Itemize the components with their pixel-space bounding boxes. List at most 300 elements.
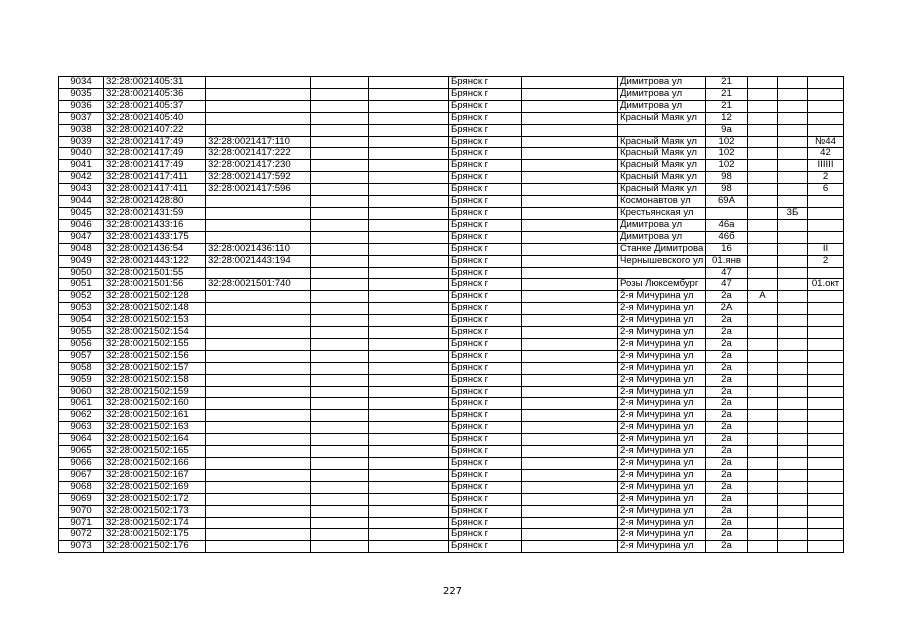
cell-blank-col-7	[522, 267, 618, 279]
cell-blank-col-5	[369, 315, 449, 327]
cell-building-letter	[748, 386, 778, 398]
cell-structure	[778, 327, 808, 339]
table-row	[59, 434, 844, 446]
cell-apartment	[808, 386, 844, 398]
cell-structure	[778, 243, 808, 255]
table-row	[59, 160, 844, 172]
cell-cadastral-number: 32:28:0021502:161	[104, 410, 206, 422]
cell-blank-col-5	[369, 100, 449, 112]
cell-structure	[778, 458, 808, 470]
cell-structure	[778, 231, 808, 243]
cell-city: Брянск г	[449, 517, 522, 529]
cell-blank-col-4	[311, 529, 369, 541]
cell-blank-col-4	[311, 148, 369, 160]
cell-blank-col-7	[522, 434, 618, 446]
cell-building-letter	[748, 112, 778, 124]
cell-street: 2-я Мичурина ул	[618, 350, 706, 362]
cell-apartment: IIIIII	[808, 160, 844, 172]
cell-house-number: 2а	[706, 505, 748, 517]
cell-blank-col-4	[311, 338, 369, 350]
cell-house-number: 2а	[706, 374, 748, 386]
cell-house-number: 2а	[706, 541, 748, 553]
cell-cadastral-number: 32:28:0021502:160	[104, 398, 206, 410]
cell-blank-col-7	[522, 148, 618, 160]
cell-row-number: 9069	[59, 493, 104, 505]
cell-sub-cadastral-number: 32:28:0021417:596	[206, 184, 311, 196]
cell-apartment	[808, 422, 844, 434]
cell-building-letter	[748, 398, 778, 410]
cell-blank-col-5	[369, 303, 449, 315]
cell-blank-col-7	[522, 196, 618, 208]
cell-city: Брянск г	[449, 255, 522, 267]
cell-blank-col-5	[369, 279, 449, 291]
cell-city: Брянск г	[449, 243, 522, 255]
cell-building-letter	[748, 481, 778, 493]
cell-street: 2-я Мичурина ул	[618, 327, 706, 339]
cell-blank-col-7	[522, 529, 618, 541]
table-row	[59, 267, 844, 279]
cell-blank-col-5	[369, 160, 449, 172]
cell-apartment: №44	[808, 136, 844, 148]
cell-blank-col-4	[311, 219, 369, 231]
cell-blank-col-4	[311, 291, 369, 303]
cell-street: 2-я Мичурина ул	[618, 315, 706, 327]
cell-sub-cadastral-number	[206, 100, 311, 112]
cell-cadastral-number: 32:28:0021502:153	[104, 315, 206, 327]
table-row	[59, 481, 844, 493]
cell-house-number: 2а	[706, 422, 748, 434]
table-row	[59, 517, 844, 529]
cell-blank-col-5	[369, 362, 449, 374]
cell-apartment	[808, 100, 844, 112]
cell-sub-cadastral-number	[206, 196, 311, 208]
cell-city: Брянск г	[449, 398, 522, 410]
cell-blank-col-4	[311, 386, 369, 398]
cell-house-number: 47	[706, 279, 748, 291]
cell-house-number: 16	[706, 243, 748, 255]
cell-cadastral-number: 32:28:0021502:158	[104, 374, 206, 386]
cell-street: 2-я Мичурина ул	[618, 362, 706, 374]
cell-blank-col-7	[522, 100, 618, 112]
cell-structure	[778, 303, 808, 315]
cell-blank-col-5	[369, 493, 449, 505]
cell-blank-col-5	[369, 422, 449, 434]
cell-blank-col-4	[311, 398, 369, 410]
cell-cadastral-number: 32:28:0021433:16	[104, 219, 206, 231]
cell-blank-col-5	[369, 219, 449, 231]
cell-blank-col-4	[311, 410, 369, 422]
cell-row-number: 9065	[59, 446, 104, 458]
cell-cadastral-number: 32:28:0021502:167	[104, 469, 206, 481]
cell-apartment	[808, 541, 844, 553]
cell-blank-col-7	[522, 458, 618, 470]
cell-apartment	[808, 315, 844, 327]
cell-city: Брянск г	[449, 505, 522, 517]
cell-street: 2-я Мичурина ул	[618, 398, 706, 410]
cell-blank-col-4	[311, 255, 369, 267]
cell-structure	[778, 219, 808, 231]
cell-street: 2-я Мичурина ул	[618, 291, 706, 303]
cell-row-number: 9048	[59, 243, 104, 255]
cell-apartment: 42	[808, 148, 844, 160]
cell-building-letter	[748, 172, 778, 184]
cell-cadastral-number: 32:28:0021502:175	[104, 529, 206, 541]
cell-structure	[778, 77, 808, 89]
cell-city: Брянск г	[449, 136, 522, 148]
cell-house-number: 2А	[706, 303, 748, 315]
cell-row-number: 9039	[59, 136, 104, 148]
cell-apartment	[808, 410, 844, 422]
cell-city: Брянск г	[449, 279, 522, 291]
cell-building-letter	[748, 493, 778, 505]
cell-sub-cadastral-number	[206, 338, 311, 350]
cell-house-number: 2а	[706, 469, 748, 481]
cell-apartment	[808, 196, 844, 208]
table-row	[59, 231, 844, 243]
cell-apartment	[808, 517, 844, 529]
cell-apartment: 6	[808, 184, 844, 196]
cell-apartment	[808, 529, 844, 541]
table-row	[59, 446, 844, 458]
cell-house-number: 12	[706, 112, 748, 124]
cell-blank-col-5	[369, 184, 449, 196]
cell-sub-cadastral-number	[206, 505, 311, 517]
cell-apartment	[808, 124, 844, 136]
cell-apartment	[808, 481, 844, 493]
cell-building-letter	[748, 303, 778, 315]
cell-building-letter	[748, 100, 778, 112]
cell-blank-col-4	[311, 303, 369, 315]
table-row	[59, 219, 844, 231]
cell-blank-col-5	[369, 350, 449, 362]
cell-cadastral-number: 32:28:0021502:155	[104, 338, 206, 350]
cell-house-number: 2а	[706, 398, 748, 410]
cell-sub-cadastral-number	[206, 386, 311, 398]
table-row	[59, 207, 844, 219]
cell-city: Брянск г	[449, 362, 522, 374]
cell-blank-col-5	[369, 505, 449, 517]
cell-blank-col-5	[369, 172, 449, 184]
table-row	[59, 136, 844, 148]
cell-building-letter	[748, 505, 778, 517]
cell-house-number: 2а	[706, 434, 748, 446]
cell-blank-col-4	[311, 160, 369, 172]
cell-cadastral-number: 32:28:0021417:411	[104, 172, 206, 184]
cell-apartment	[808, 350, 844, 362]
cell-sub-cadastral-number: 32:28:0021417:230	[206, 160, 311, 172]
cell-cadastral-number: 32:28:0021417:49	[104, 136, 206, 148]
cell-blank-col-7	[522, 124, 618, 136]
cell-apartment	[808, 505, 844, 517]
cell-house-number: 69А	[706, 196, 748, 208]
table-row	[59, 184, 844, 196]
cell-blank-col-4	[311, 315, 369, 327]
cell-row-number: 9035	[59, 88, 104, 100]
cell-blank-col-4	[311, 267, 369, 279]
cell-cadastral-number: 32:28:0021405:37	[104, 100, 206, 112]
cell-blank-col-7	[522, 446, 618, 458]
cell-city: Брянск г	[449, 458, 522, 470]
cell-row-number: 9043	[59, 184, 104, 196]
cell-building-letter	[748, 374, 778, 386]
cell-structure	[778, 446, 808, 458]
cell-city: Брянск г	[449, 112, 522, 124]
cell-sub-cadastral-number: 32:28:0021417:592	[206, 172, 311, 184]
cell-blank-col-5	[369, 243, 449, 255]
cell-blank-col-4	[311, 136, 369, 148]
cell-structure	[778, 255, 808, 267]
cell-row-number: 9056	[59, 338, 104, 350]
cell-row-number: 9061	[59, 398, 104, 410]
cell-cadastral-number: 32:28:0021502:159	[104, 386, 206, 398]
table-row	[59, 493, 844, 505]
cell-apartment: II	[808, 243, 844, 255]
cell-blank-col-5	[369, 481, 449, 493]
cell-blank-col-7	[522, 517, 618, 529]
table-row	[59, 243, 844, 255]
cell-blank-col-7	[522, 410, 618, 422]
cell-sub-cadastral-number	[206, 231, 311, 243]
cell-blank-col-7	[522, 279, 618, 291]
cell-city: Брянск г	[449, 434, 522, 446]
cell-building-letter	[748, 243, 778, 255]
cell-building-letter	[748, 279, 778, 291]
cell-building-letter	[748, 446, 778, 458]
cell-row-number: 9055	[59, 327, 104, 339]
cell-row-number: 9072	[59, 529, 104, 541]
cell-building-letter	[748, 362, 778, 374]
cell-sub-cadastral-number	[206, 362, 311, 374]
cell-building-letter	[748, 267, 778, 279]
table-row	[59, 398, 844, 410]
cell-apartment	[808, 458, 844, 470]
cell-city: Брянск г	[449, 148, 522, 160]
cell-blank-col-4	[311, 88, 369, 100]
cell-sub-cadastral-number	[206, 517, 311, 529]
cell-city: Брянск г	[449, 422, 522, 434]
cell-house-number	[706, 207, 748, 219]
cell-city: Брянск г	[449, 291, 522, 303]
cell-blank-col-5	[369, 434, 449, 446]
cell-apartment	[808, 88, 844, 100]
cell-sub-cadastral-number	[206, 291, 311, 303]
cell-building-letter	[748, 231, 778, 243]
cell-row-number: 9070	[59, 505, 104, 517]
cell-blank-col-7	[522, 88, 618, 100]
table-row	[59, 303, 844, 315]
cell-house-number: 46а	[706, 219, 748, 231]
cell-building-letter	[748, 350, 778, 362]
cell-street: Розы Люксембург	[618, 279, 706, 291]
cell-blank-col-5	[369, 410, 449, 422]
cell-blank-col-7	[522, 327, 618, 339]
cell-city: Брянск г	[449, 231, 522, 243]
cell-cadastral-number: 32:28:0021502:156	[104, 350, 206, 362]
cell-blank-col-5	[369, 196, 449, 208]
cell-structure	[778, 386, 808, 398]
cell-blank-col-7	[522, 112, 618, 124]
cell-sub-cadastral-number	[206, 469, 311, 481]
cell-cadastral-number: 32:28:0021502:169	[104, 481, 206, 493]
cell-structure	[778, 529, 808, 541]
cell-blank-col-4	[311, 446, 369, 458]
registry-table-body	[59, 77, 844, 553]
table-row	[59, 469, 844, 481]
table-row	[59, 350, 844, 362]
cell-sub-cadastral-number	[206, 434, 311, 446]
cell-row-number: 9047	[59, 231, 104, 243]
cell-row-number: 9057	[59, 350, 104, 362]
cell-blank-col-5	[369, 469, 449, 481]
cell-street: Димитрова ул	[618, 219, 706, 231]
cell-row-number: 9051	[59, 279, 104, 291]
cell-row-number: 9073	[59, 541, 104, 553]
cell-cadastral-number: 32:28:0021502:128	[104, 291, 206, 303]
cell-apartment: 01.окт	[808, 279, 844, 291]
cell-blank-col-4	[311, 100, 369, 112]
cell-house-number: 01.янв	[706, 255, 748, 267]
cell-row-number: 9058	[59, 362, 104, 374]
cell-blank-col-5	[369, 207, 449, 219]
cell-blank-col-4	[311, 112, 369, 124]
cell-house-number: 2а	[706, 291, 748, 303]
cell-cadastral-number: 32:28:0021417:49	[104, 160, 206, 172]
cell-building-letter	[748, 327, 778, 339]
cell-blank-col-5	[369, 255, 449, 267]
cell-cadastral-number: 32:28:0021405:36	[104, 88, 206, 100]
cell-blank-col-7	[522, 77, 618, 89]
cell-street: Красный Маяк ул	[618, 184, 706, 196]
cell-apartment	[808, 493, 844, 505]
cell-blank-col-5	[369, 529, 449, 541]
cell-blank-col-5	[369, 148, 449, 160]
cell-blank-col-7	[522, 231, 618, 243]
cell-street: 2-я Мичурина ул	[618, 410, 706, 422]
cell-city: Брянск г	[449, 77, 522, 89]
cell-blank-col-7	[522, 243, 618, 255]
cell-row-number: 9052	[59, 291, 104, 303]
cell-house-number: 2а	[706, 338, 748, 350]
cell-city: Брянск г	[449, 446, 522, 458]
table-row	[59, 124, 844, 136]
cell-blank-col-5	[369, 112, 449, 124]
cell-structure	[778, 350, 808, 362]
table-row	[59, 255, 844, 267]
cell-building-letter	[748, 136, 778, 148]
cell-blank-col-4	[311, 124, 369, 136]
cell-blank-col-7	[522, 184, 618, 196]
cell-city: Брянск г	[449, 124, 522, 136]
cell-blank-col-7	[522, 422, 618, 434]
cell-row-number: 9050	[59, 267, 104, 279]
cell-blank-col-5	[369, 446, 449, 458]
cell-house-number: 2а	[706, 517, 748, 529]
cell-apartment	[808, 362, 844, 374]
cell-house-number: 2а	[706, 446, 748, 458]
cell-building-letter	[748, 160, 778, 172]
cell-apartment	[808, 219, 844, 231]
table-row	[59, 505, 844, 517]
cell-building-letter	[748, 434, 778, 446]
cell-building-letter	[748, 77, 778, 89]
cell-cadastral-number: 32:28:0021502:163	[104, 422, 206, 434]
cell-house-number: 102	[706, 148, 748, 160]
cell-street: Красный Маяк ул	[618, 172, 706, 184]
cell-blank-col-4	[311, 505, 369, 517]
cell-street: Космонавтов ул	[618, 196, 706, 208]
cell-building-letter	[748, 88, 778, 100]
cell-cadastral-number: 32:28:0021405:31	[104, 77, 206, 89]
cell-street: Димитрова ул	[618, 77, 706, 89]
cell-building-letter	[748, 148, 778, 160]
cell-structure	[778, 124, 808, 136]
cell-row-number: 9068	[59, 481, 104, 493]
cell-house-number: 21	[706, 88, 748, 100]
cell-city: Брянск г	[449, 88, 522, 100]
cell-blank-col-4	[311, 541, 369, 553]
cell-street: 2-я Мичурина ул	[618, 422, 706, 434]
cell-blank-col-4	[311, 327, 369, 339]
cell-street: Станке Димитрова	[618, 243, 706, 255]
cell-building-letter	[748, 184, 778, 196]
cell-house-number: 46б	[706, 231, 748, 243]
cell-blank-col-7	[522, 219, 618, 231]
cell-street: 2-я Мичурина ул	[618, 493, 706, 505]
cell-city: Брянск г	[449, 469, 522, 481]
cell-structure	[778, 410, 808, 422]
cell-street: 2-я Мичурина ул	[618, 374, 706, 386]
cell-house-number: 2а	[706, 529, 748, 541]
cell-street: 2-я Мичурина ул	[618, 338, 706, 350]
registry-table	[58, 76, 844, 553]
cell-structure	[778, 422, 808, 434]
cell-blank-col-4	[311, 350, 369, 362]
cell-blank-col-7	[522, 350, 618, 362]
cell-blank-col-4	[311, 374, 369, 386]
cell-row-number: 9053	[59, 303, 104, 315]
cell-sub-cadastral-number: 32:28:0021417:222	[206, 148, 311, 160]
cell-blank-col-4	[311, 469, 369, 481]
cell-row-number: 9036	[59, 100, 104, 112]
cell-blank-col-7	[522, 291, 618, 303]
cell-house-number: 2а	[706, 350, 748, 362]
cell-blank-col-4	[311, 231, 369, 243]
cell-city: Брянск г	[449, 160, 522, 172]
cell-blank-col-4	[311, 362, 369, 374]
cell-apartment	[808, 303, 844, 315]
cell-blank-col-7	[522, 493, 618, 505]
cell-street: 2-я Мичурина ул	[618, 434, 706, 446]
cell-structure	[778, 267, 808, 279]
cell-house-number: 2а	[706, 410, 748, 422]
cell-street: Димитрова ул	[618, 100, 706, 112]
cell-street: 2-я Мичурина ул	[618, 446, 706, 458]
cell-sub-cadastral-number	[206, 219, 311, 231]
cell-sub-cadastral-number	[206, 315, 311, 327]
cell-row-number: 9071	[59, 517, 104, 529]
cell-cadastral-number: 32:28:0021502:165	[104, 446, 206, 458]
cell-street: Чернышевского ул	[618, 255, 706, 267]
cell-structure	[778, 469, 808, 481]
cell-city: Брянск г	[449, 481, 522, 493]
cell-structure	[778, 338, 808, 350]
cell-blank-col-4	[311, 422, 369, 434]
table-row	[59, 386, 844, 398]
cell-row-number: 9064	[59, 434, 104, 446]
cell-blank-col-4	[311, 481, 369, 493]
cell-blank-col-5	[369, 267, 449, 279]
cell-house-number: 2а	[706, 481, 748, 493]
